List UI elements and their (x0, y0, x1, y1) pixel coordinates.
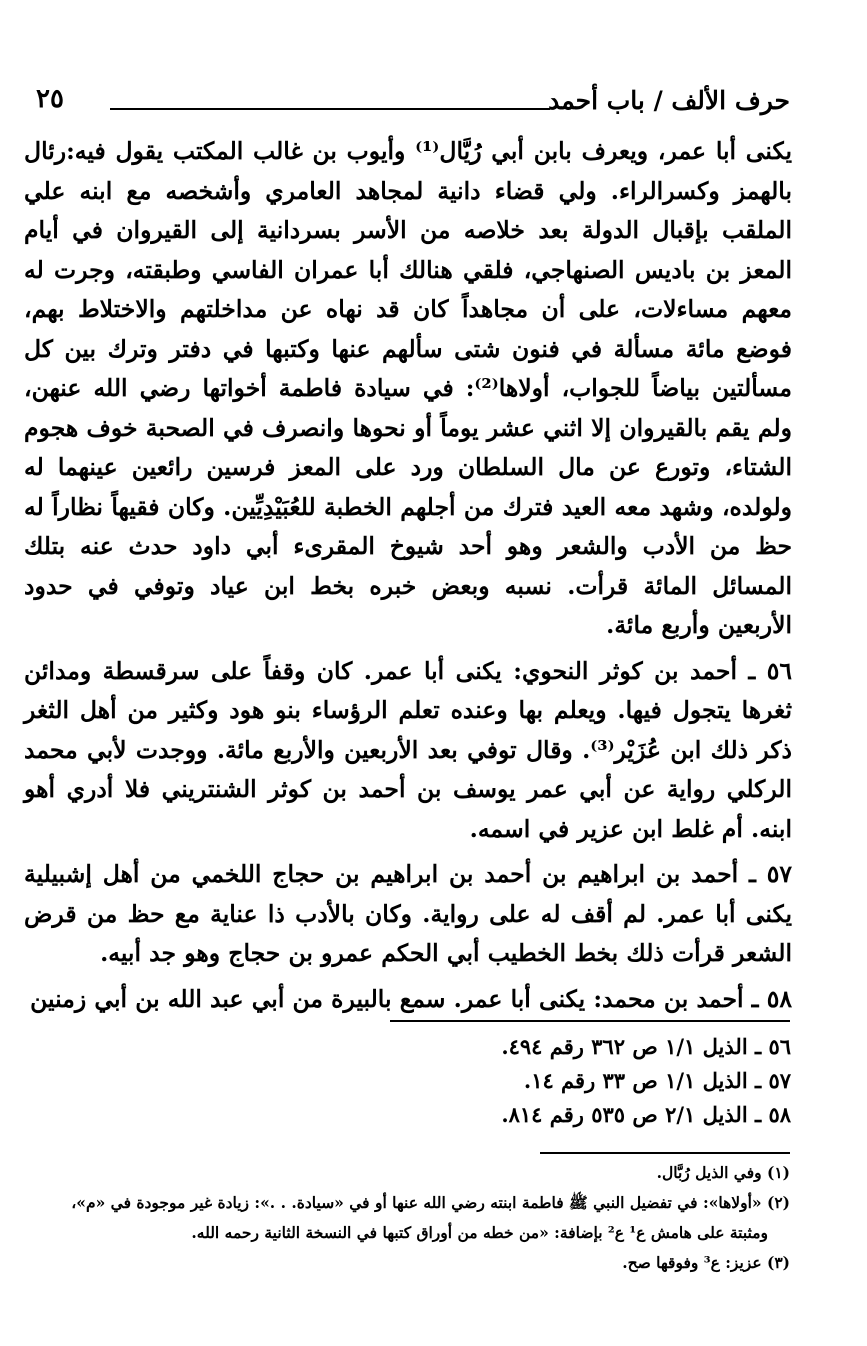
paragraph-entry-57: ٥٧ ـ أحمد بن ابراهيم بن أحمد بن ابراهيم بن حجاج اللخمي من أهل إشبيلية يكنى أبا عمر. لم أقف له على رواية. وكان بالأدب ذا عناية مع حظ من قرض الشعر قرأت ذلك بخط الخطيب أبي الحكم عمرو بن حجاج وهو جد أبيه. (24, 860, 792, 967)
references-rule (390, 1020, 790, 1022)
reference-item: ٥٧ ـ الذيل ١/١ ص ٣٣ رقم ١٤. (523, 1068, 791, 1093)
references-list (371, 1030, 791, 1132)
page-number: ٢٥ (36, 84, 64, 114)
reference-item: ٥٦ ـ الذيل ١/١ ص ٣٦٢ رقم ٤٩٤. (501, 1034, 791, 1059)
page-header (30, 82, 790, 122)
footnotes-rule (540, 1152, 790, 1154)
paragraph-entry-55-continued: يكنى أبا عمر، ويعرف بابن أبي رُيَّال⁽¹⁾ وأيوب بن غالب المكتب يقول فيه:رئال بالهمز وكسرالراء. ولي قضاء دانية لمجاهد العامري وأشخصه مع ابنه علي الملقب بإقبال الدولة بعد خلاصه من الأسر بسردانية إلى القيروان في أيام المعز بن باديس الصنهاجي، فلقي هنالك أبا عمران الفاسي وطبقته، وجرت له معهم مساءلات، على أن مجاهداً كان قد نهاه عن مداخلتهم والاختلاط بهم، فوضع مائة مسألة في فنون شتى سألهم عنها وكتبها في دفتر وترك بين كل مسألتين بياضاً للجواب، أولاها⁽²⁾: في سيادة فاطمة أخواتها رضي الله عنهن، ولم يقم بالقيروان إلا اثني عشر يوماً أو نحوها وانصرف في الصحبة خوف هجوم الشتاء، وتورع عن مال السلطان ورد على المعز فرسين رائعين عينهما له ولولده، وشهد معه العيد فترك من أجلهم الخطبة للعُبَيْدِيِّين. وكان فقيهاً نظاراً له حظ من الأدب والشعر وهو أحد شيوخ المقرىء أبي داود حدث عنه بتلك المسائل المائة قرأت. نسبه وبعض خبره بخط ابن عياد وتوفي في حدود الأربعين وأربع مائة. (24, 137, 793, 639)
footnote-continuation: ومثبتة على هامش ع¹ ع² بإضافة: «من خطه من أوراق كتبها في النسخة الثانية رحمه الله. (191, 1223, 768, 1242)
footnotes-list (30, 1158, 790, 1278)
paragraph-entry-58: ٥٨ ـ أحمد بن محمد: يكنى أبا عمر. سمع بالبيرة من أبي عبد الله بن أبي زمنين (30, 984, 792, 1013)
footnote-item: (٢) «أولاها»: في تفضيل النبي ﷺ فاطمة ابنته رضي الله عنها أو في «سيادة. . .»: زيادة غير موجودة في «م»، (71, 1193, 790, 1212)
running-title: حرف الألف / باب أحمد (548, 86, 790, 115)
reference-item: ٥٨ ـ الذيل ٢/١ ص ٥٣٥ رقم ٨١٤. (501, 1102, 791, 1127)
header-rule (110, 108, 550, 110)
footnote-item: (١) وفي الذيل رُبَّال. (656, 1163, 790, 1182)
main-text (24, 132, 792, 1025)
footnote-item: (٣) عزيز: ع³ وفوقها صح. (622, 1253, 790, 1272)
paragraph-entry-56: ٥٦ ـ أحمد بن كوثر النحوي: يكنى أبا عمر. كان وقفاً على سرقسطة ومدائن ثغرها يتجول فيها. ويعلم بها وعنده تعلم الرؤساء بنو هود وكثير من أهل الثغر ذكر ذلك ابن عُزَيْر⁽³⁾. وقال توفي بعد الأربعين والأربع مائة. ووجدت لأبي محمد الركلي رواية عن أبي عمر يوسف بن أحمد بن كوثر الشنتريني فلا أدري أهو ابنه. أم غلط ابن عزير في اسمه. (24, 656, 792, 843)
